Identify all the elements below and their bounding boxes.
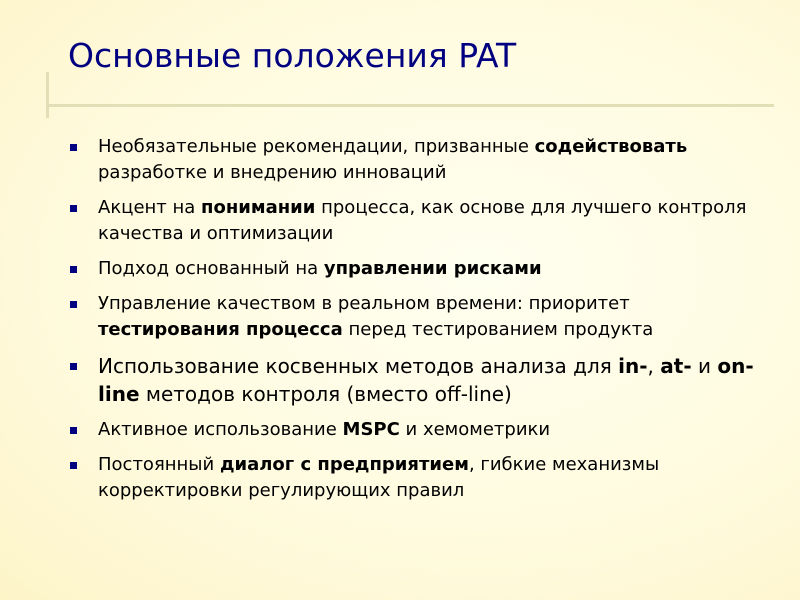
bullet-text-segment: Постоянный bbox=[98, 454, 220, 475]
bullet-text bbox=[98, 136, 687, 183]
bullet-text bbox=[98, 354, 754, 406]
bullet-emphasis: тестирования процесса bbox=[98, 319, 343, 340]
bullet-item bbox=[68, 134, 768, 186]
bullet-text-segment: , гибкие механизмы корректировки регулирующих правил bbox=[98, 454, 660, 501]
square-bullet-icon bbox=[70, 301, 77, 308]
bullet-emphasis: on-line bbox=[98, 354, 754, 406]
bullet-text bbox=[98, 454, 659, 501]
slide-title: Основные положения PAT bbox=[68, 36, 517, 75]
title-horizontal-rule bbox=[46, 104, 774, 107]
bullet-text-segment: Использование косвенных методов анализа для bbox=[98, 354, 619, 378]
bullet-text bbox=[98, 258, 542, 279]
square-bullet-icon bbox=[70, 462, 77, 469]
square-bullet-icon bbox=[70, 205, 77, 212]
bullet-text-segment: перед тестированием продукта bbox=[342, 319, 654, 340]
square-bullet-icon bbox=[70, 427, 77, 434]
bullet-text bbox=[98, 293, 653, 340]
bullet-item bbox=[68, 195, 768, 247]
bullet-emphasis: содействовать bbox=[534, 136, 688, 157]
bullet-text-segment: методов контроля (вместо off-line) bbox=[139, 382, 512, 406]
bullet-item bbox=[68, 452, 768, 504]
bullet-text-segment: разработке и внедрению инноваций bbox=[98, 162, 447, 183]
bullet-text-segment: процесса, как основе для лучшего контроля качества и оптимизации bbox=[98, 197, 747, 244]
bullet-emphasis: at- bbox=[660, 354, 692, 378]
bullet-text-segment: , bbox=[647, 354, 661, 378]
square-bullet-icon bbox=[70, 363, 77, 370]
bullet-item bbox=[68, 352, 768, 408]
bullet-text-segment: Акцент на bbox=[98, 197, 202, 218]
bullet-text-segment: Управление качеством в реальном времени: приоритет bbox=[98, 293, 630, 314]
bullet-text-segment: Активное использование bbox=[98, 419, 343, 440]
bullet-item bbox=[68, 291, 768, 343]
bullet-emphasis: MSPC bbox=[342, 419, 400, 440]
bullet-text bbox=[98, 419, 550, 440]
bullet-text-segment: и хемометрики bbox=[399, 419, 551, 440]
bullet-list bbox=[68, 134, 768, 513]
title-vertical-rule bbox=[46, 72, 49, 118]
bullet-text-segment: Необязательные рекомендации, призванные bbox=[98, 136, 535, 157]
bullet-text-segment: и bbox=[691, 354, 718, 378]
bullet-text-segment: Подход основанный на bbox=[98, 258, 324, 279]
bullet-emphasis: понимании bbox=[201, 197, 316, 218]
bullet-emphasis: диалог с предприятием bbox=[219, 454, 469, 475]
bullet-item bbox=[68, 417, 768, 443]
bullet-emphasis: управлении рисками bbox=[323, 258, 542, 279]
square-bullet-icon bbox=[70, 266, 77, 273]
square-bullet-icon bbox=[70, 144, 77, 151]
bullet-item bbox=[68, 256, 768, 282]
bullet-emphasis: in- bbox=[618, 354, 648, 378]
bullet-text bbox=[98, 197, 746, 244]
